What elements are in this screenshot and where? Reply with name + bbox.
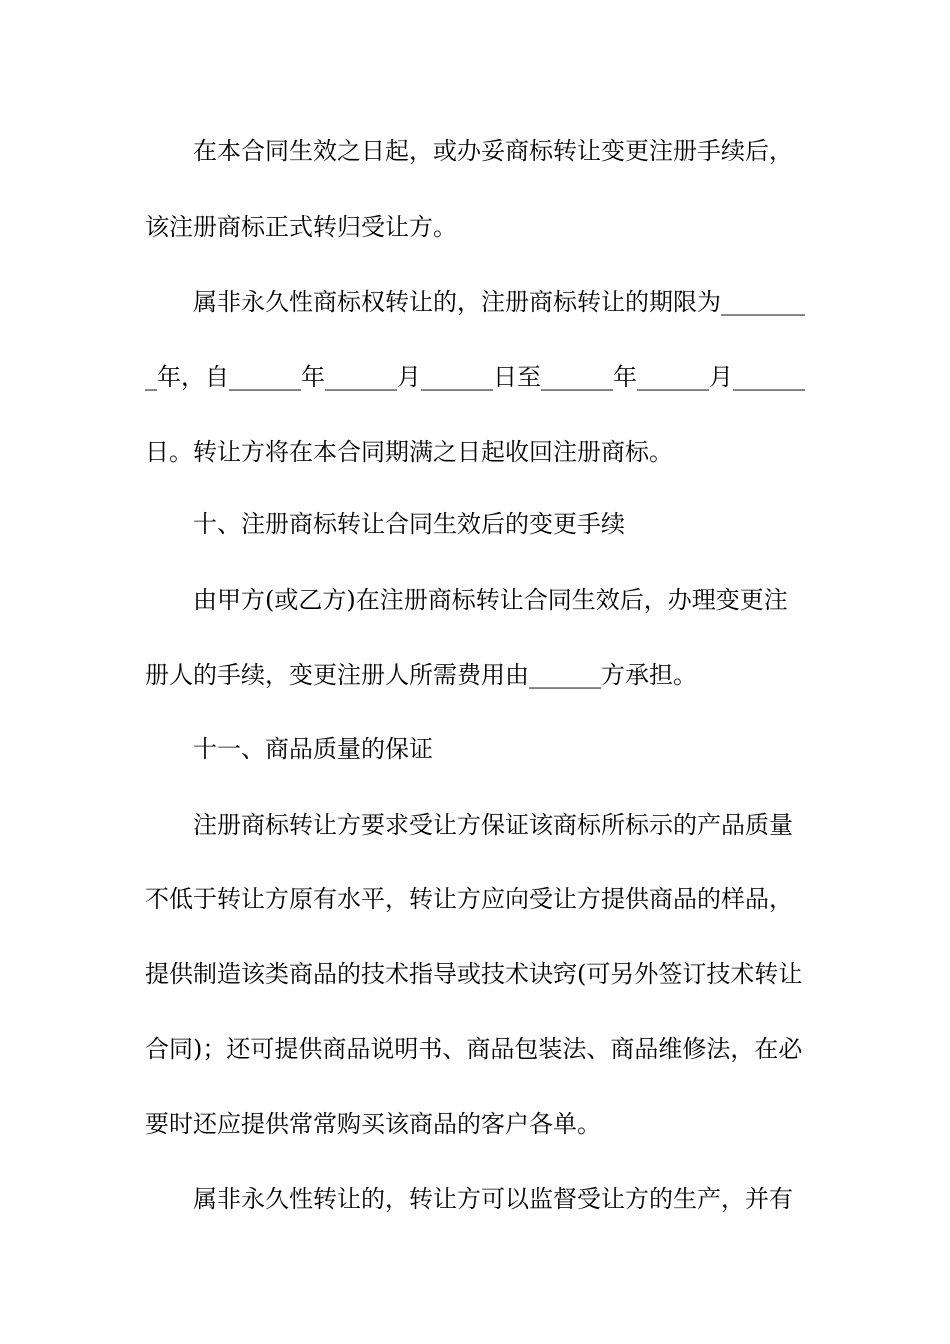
paragraph-line: 不低于转让方原有水平，转让方应向受让方提供商品的样品，	[145, 885, 793, 913]
paragraph-line: 日。转让方将在本合同期满之日起收回注册商标。	[145, 438, 673, 466]
paragraph-line: 属非永久性转让的，转让方可以监督受让方的生产，并有	[193, 1185, 793, 1213]
paragraph-line: 在本合同生效之日起，或办妥商标转让变更注册手续后，	[193, 137, 793, 165]
paragraph-line: 册人的手续，变更注册人所需费用由______方承担。	[145, 661, 697, 689]
paragraph-line: 该注册商标正式转归受让方。	[145, 213, 457, 241]
paragraph-line: 由甲方(或乙方)在注册商标转让合同生效后，办理变更注	[193, 586, 788, 614]
paragraph-line: 注册商标转让方要求受让方保证该商标所标示的产品质量	[193, 811, 793, 839]
section-heading: 十、注册商标转让合同生效后的变更手续	[193, 510, 625, 538]
paragraph-line: 属非永久性商标权转让的，注册商标转让的期限为_______	[193, 288, 805, 316]
paragraph-line: 合同)；还可提供商品说明书、商品包装法、商品维修法，在必	[145, 1035, 803, 1063]
paragraph-line: 提供制造该类商品的技术指导或技术诀窍(可另外签订技术转让	[145, 960, 803, 988]
paragraph-line: 要时还应提供常常购买该商品的客户各单。	[145, 1110, 601, 1138]
paragraph-line: _年，自______年______月______日至______年______月______	[145, 363, 805, 391]
section-heading: 十一、商品质量的保证	[193, 735, 433, 763]
